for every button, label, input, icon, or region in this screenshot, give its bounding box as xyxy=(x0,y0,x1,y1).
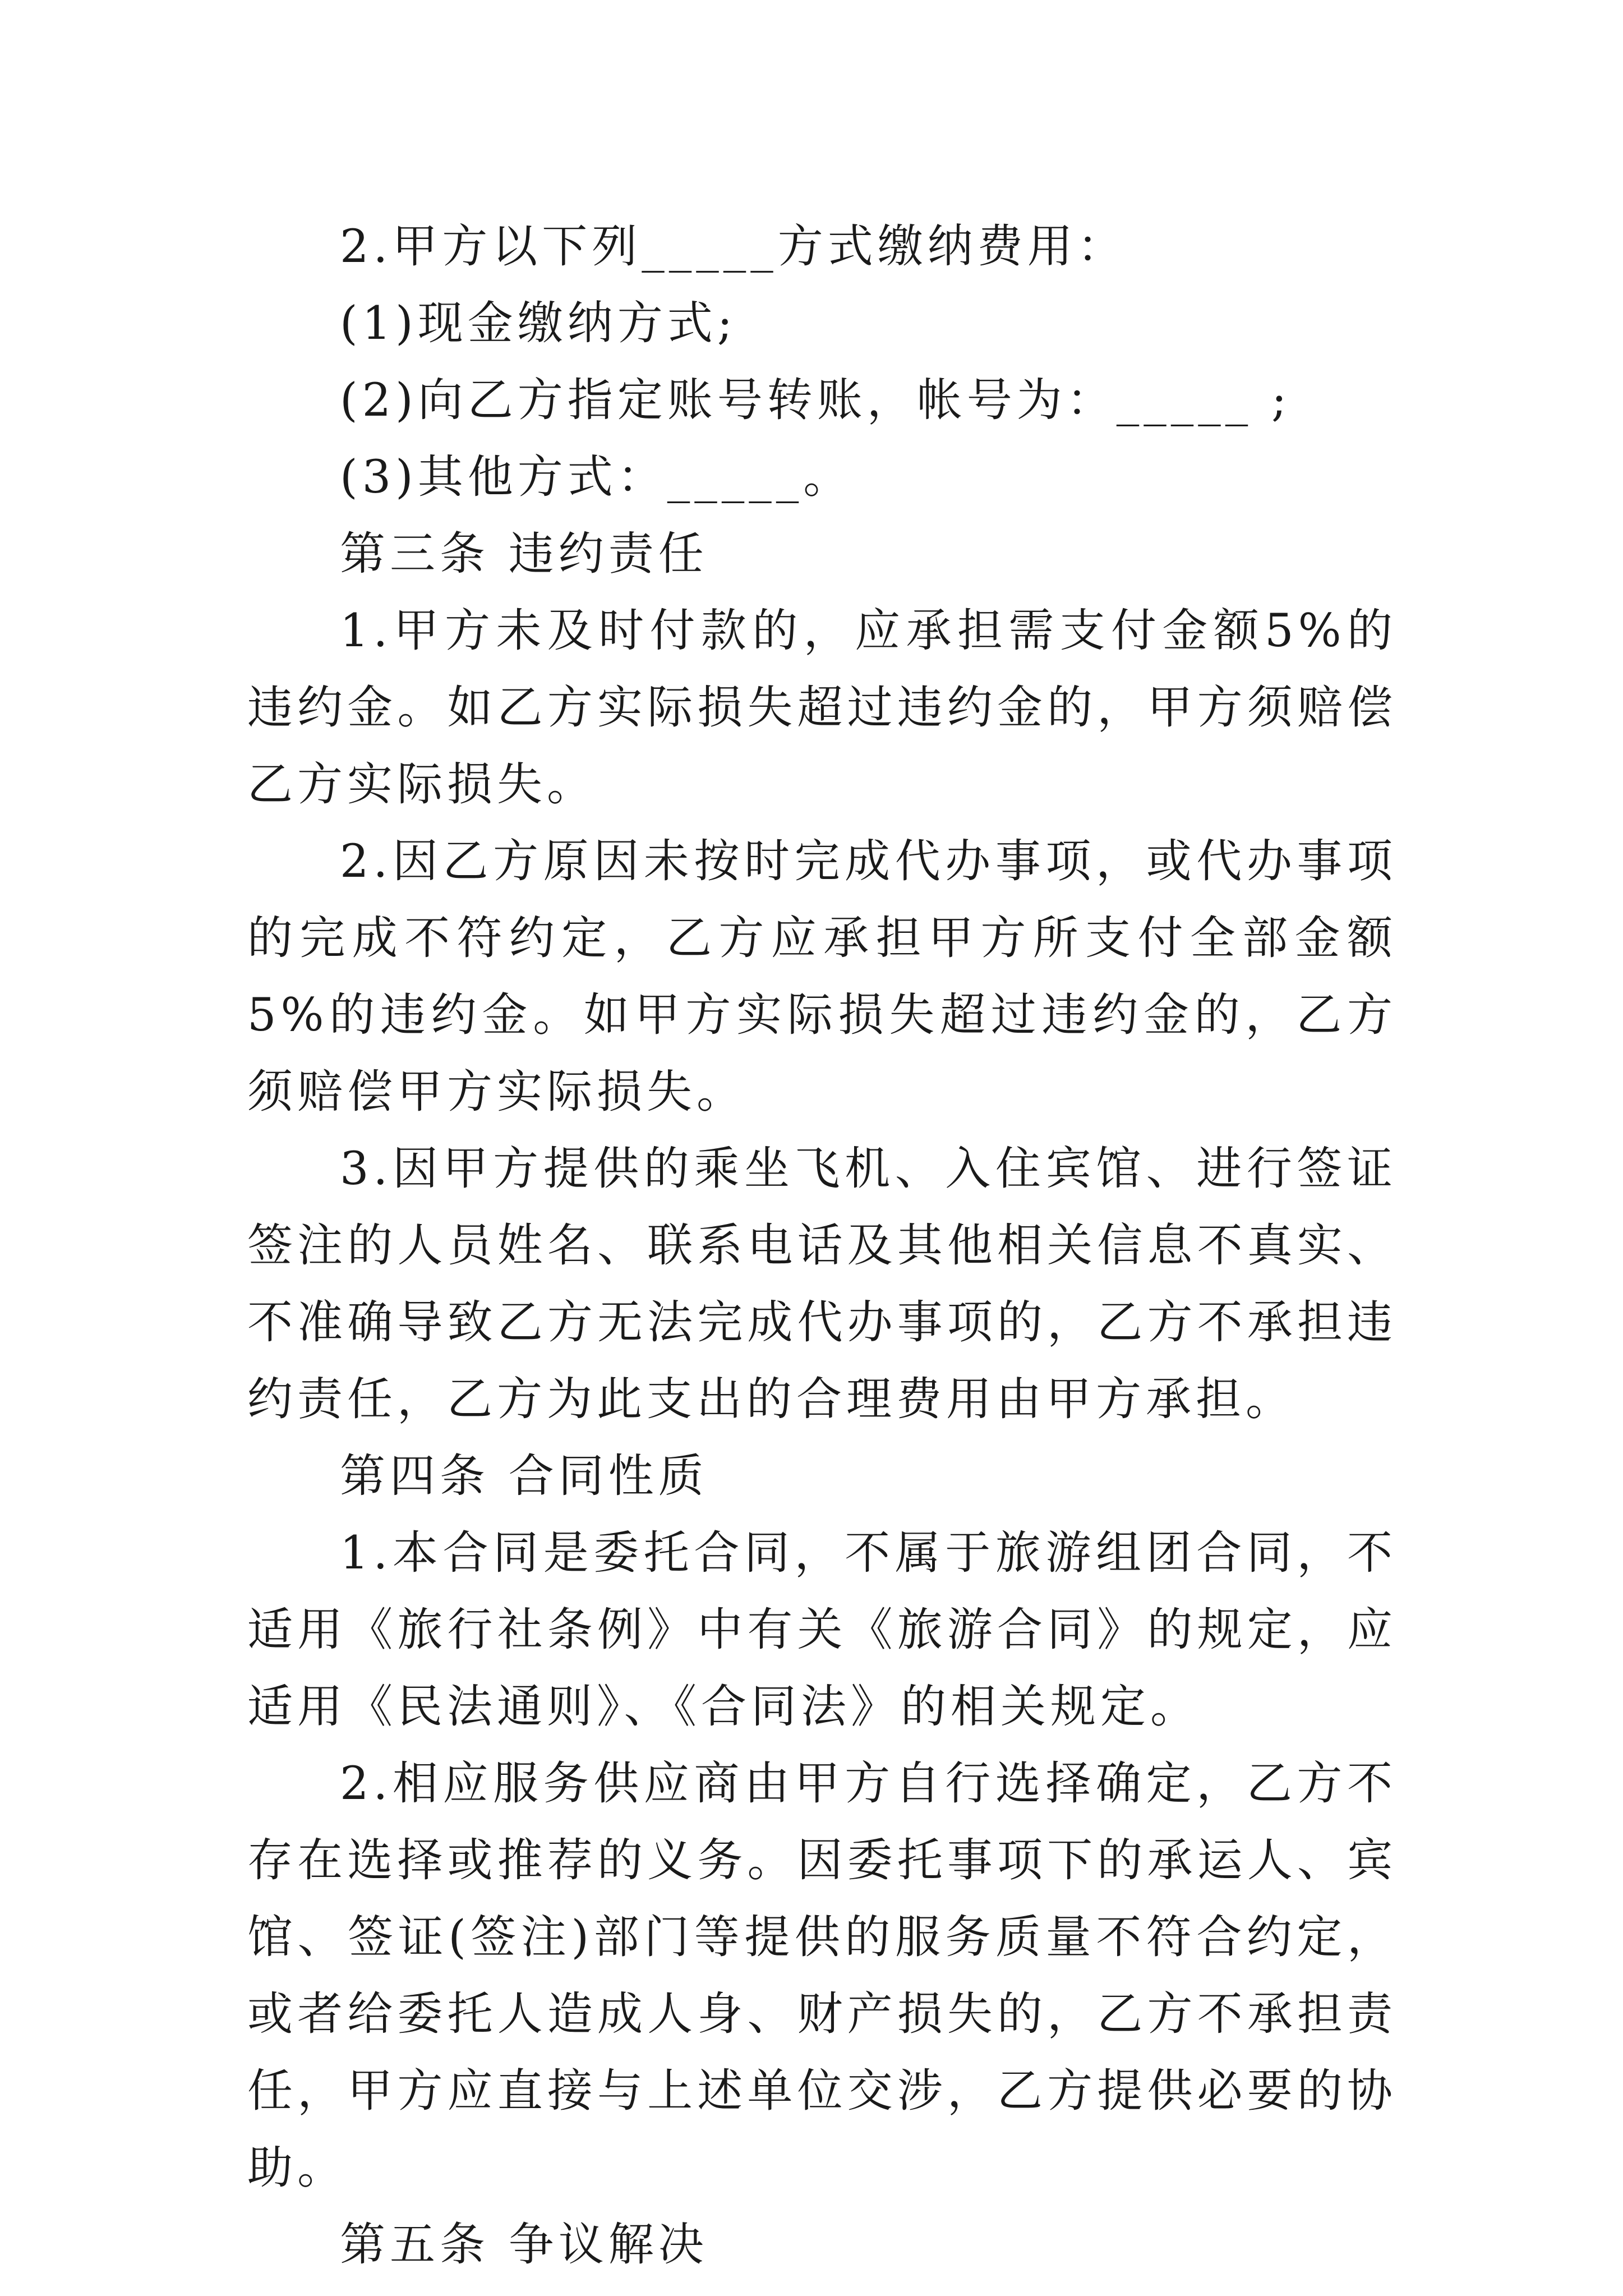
liability-clause-2: 2.因乙方原因未按时完成代办事项，或代办事项的完成不符约定，乙方应承担甲方所支付全部金额5%的违约金。如甲方实际损失超过违约金的，乙方须赔偿甲方实际损失。 xyxy=(247,835,1397,1119)
section-heading-article-5: 第五条 争议解决 xyxy=(340,2219,708,2271)
liability-clause-1: 1.甲方未及时付款的，应承担需支付金额5%的违约金。如乙方实际损失超过违约金的，甲方须赔偿乙方实际损失。 xyxy=(247,605,1397,811)
liability-clause-3: 3.因甲方提供的乘坐飞机、入住宾馆、进行签证签注的人员姓名、联系电话及其他相关信息不真实、不准确导致乙方无法完成代办事项的，乙方不承担违约责任，乙方为此支出的合理费用由甲方承担。 xyxy=(247,1143,1397,1426)
payment-option-cash: (1)现金缴纳方式; xyxy=(340,297,737,350)
section-heading-article-3: 第三条 违约责任 xyxy=(340,528,708,581)
payment-option-transfer: (2)向乙方指定账号转账，帐号为：_____ ; xyxy=(340,374,1292,427)
payment-method-clause: 2.甲方以下列_____方式缴纳费用： xyxy=(340,220,1127,273)
nature-clause-1: 1.本合同是委托合同，不属于旅游组团合同，不适用《旅行社条例》中有关《旅游合同》的规定，应适用《民法通则》、《合同法》的相关规定。 xyxy=(247,1527,1397,1733)
payment-option-other: (3)其他方式：_____。 xyxy=(340,451,854,504)
document-body xyxy=(247,209,1397,2284)
nature-clause-2: 2.相应服务供应商由甲方自行选择确定，乙方不存在选择或推荐的义务。因委托事项下的承运人、宾馆、签证(签注)部门等提供的服务质量不符合约定，或者给委托人造成人身、财产损失的，乙方不承担责任，甲方应直接与上述单位交涉，乙方提供必要的协助。 xyxy=(247,1757,1397,2194)
section-heading-article-4: 第四条 合同性质 xyxy=(340,1450,708,1503)
